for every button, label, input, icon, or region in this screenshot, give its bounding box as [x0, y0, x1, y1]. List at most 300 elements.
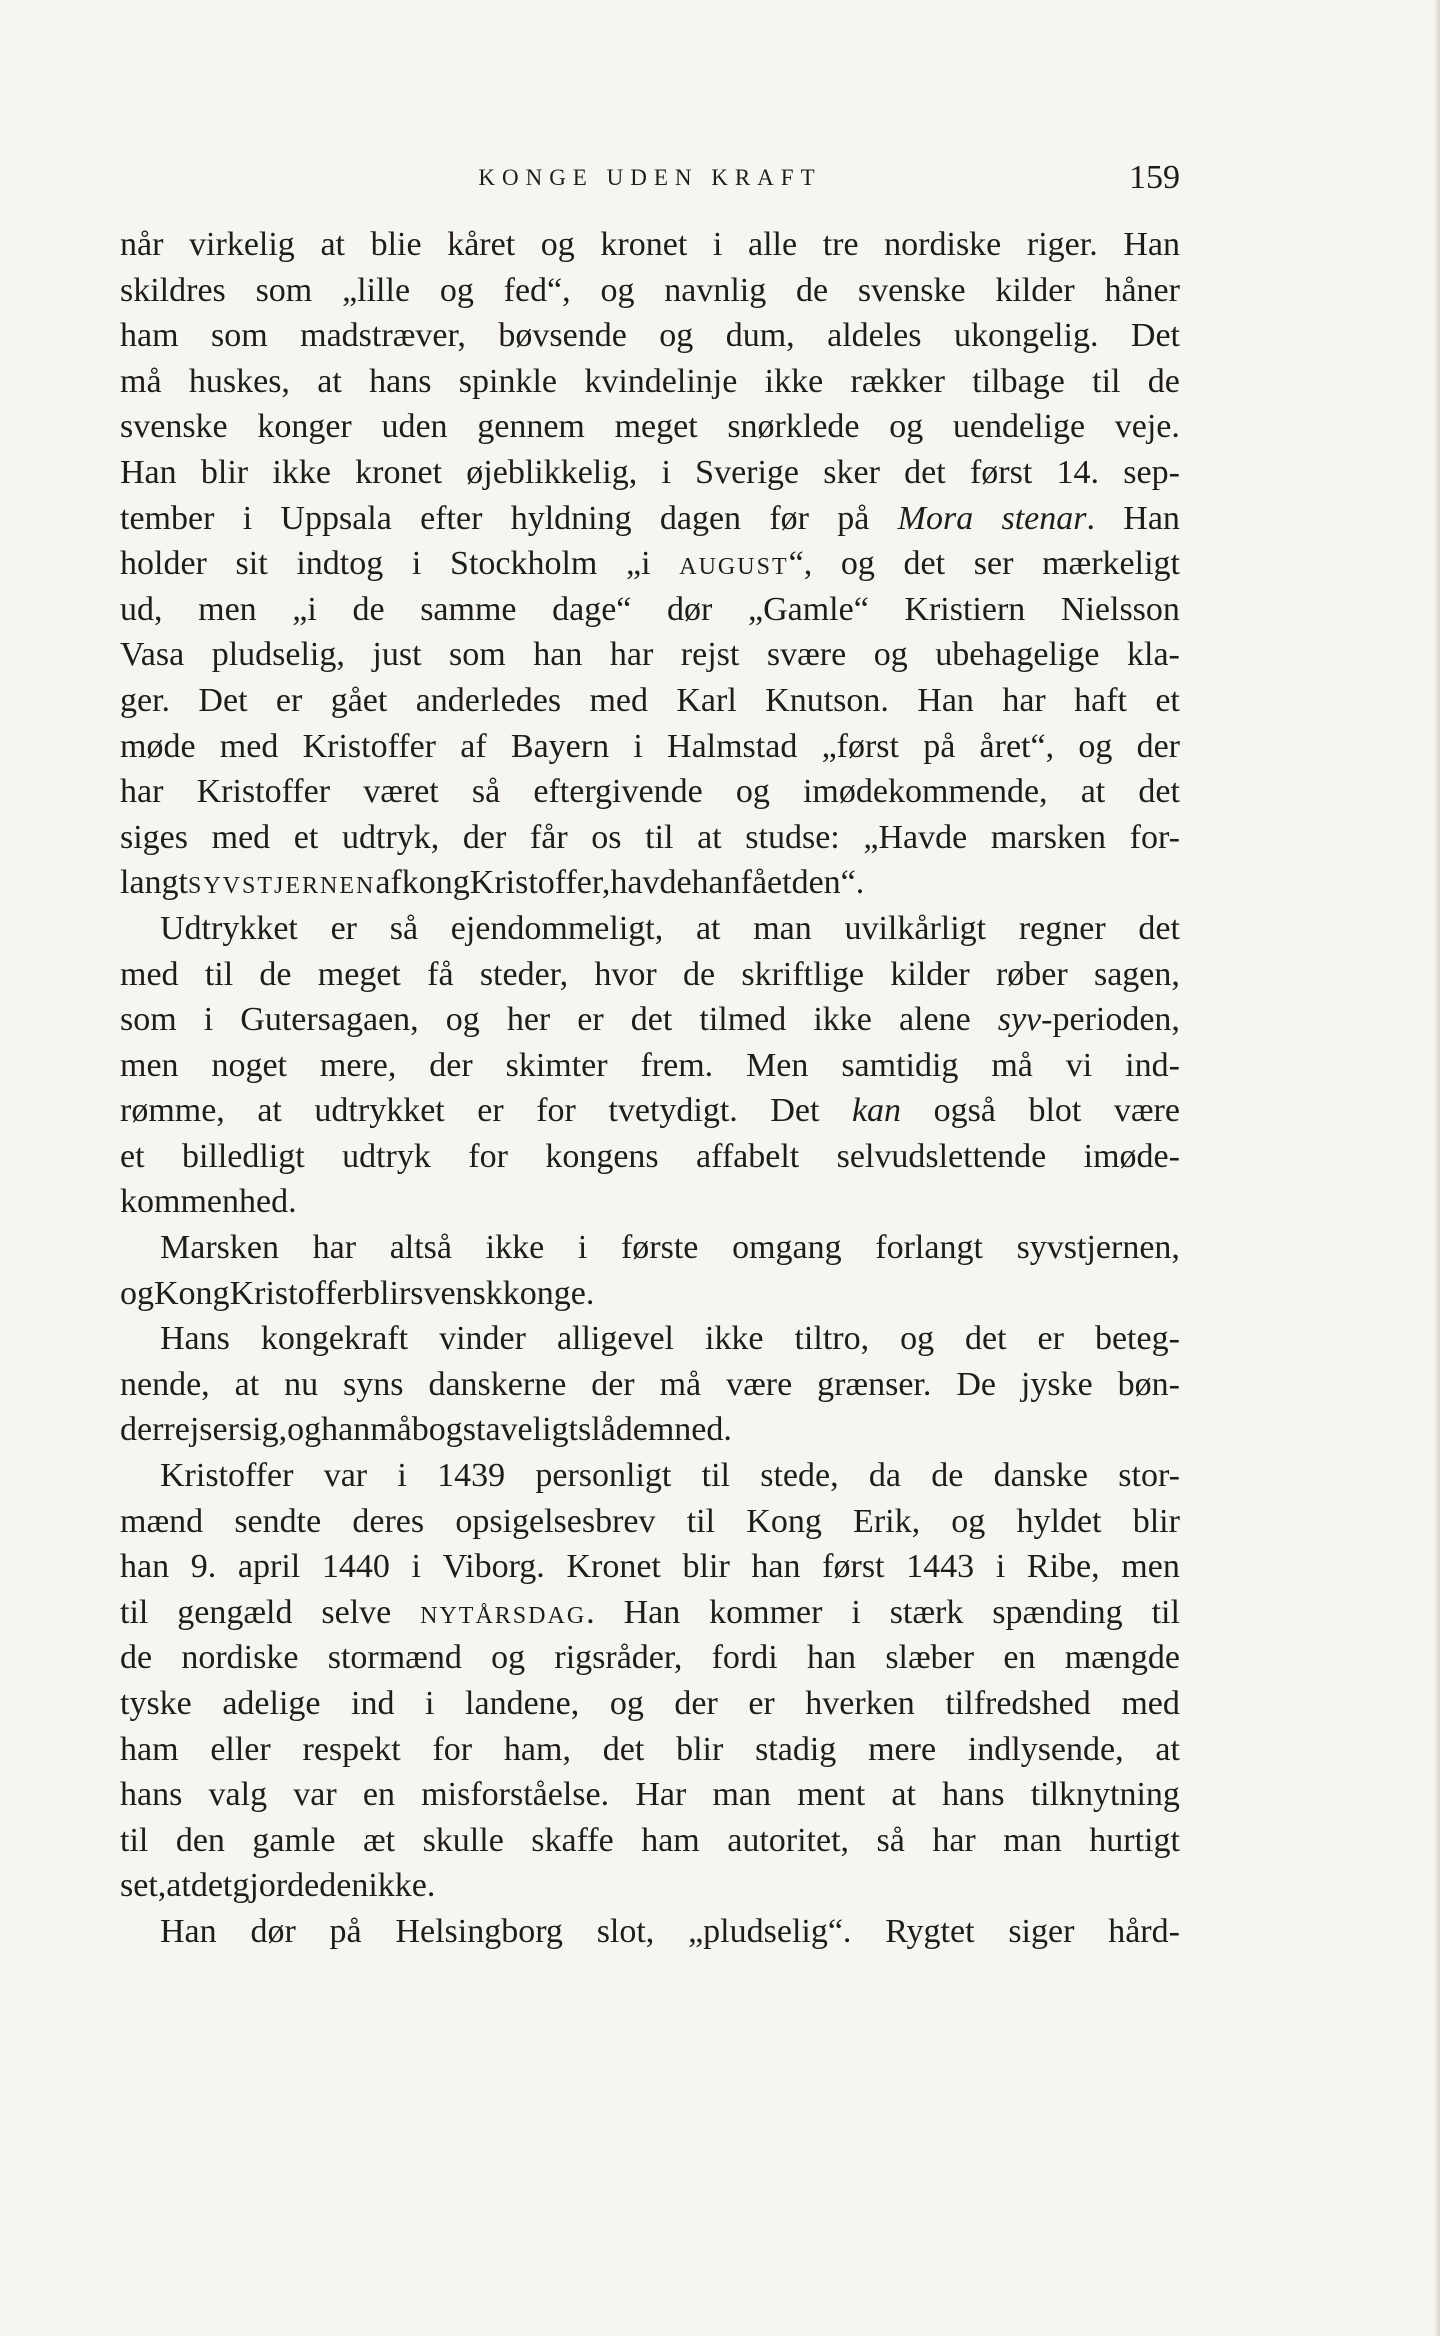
word: Vasa: [120, 636, 185, 674]
text-line: [120, 860, 1180, 906]
word: møde: [120, 727, 196, 765]
word: til: [1151, 1593, 1180, 1631]
word: virkelig: [189, 226, 295, 263]
text-line: [120, 1863, 1180, 1909]
word: de: [683, 955, 716, 993]
word: men: [198, 590, 257, 628]
word: stede,: [760, 1457, 839, 1495]
paragraph: [120, 1909, 1180, 1955]
word: til: [701, 1457, 730, 1495]
word: og: [840, 545, 875, 583]
word: Han: [160, 1912, 217, 1950]
word: de: [120, 1639, 153, 1677]
word: var: [323, 1457, 368, 1495]
word: får: [529, 818, 568, 856]
word: gengæld: [177, 1593, 293, 1631]
word: Hans: [160, 1320, 230, 1358]
word: sep-: [1123, 453, 1180, 491]
word: røber: [995, 955, 1068, 993]
word: der: [674, 1685, 718, 1722]
word: for: [468, 1137, 508, 1175]
word: men: [120, 1046, 179, 1084]
word: hverken: [805, 1685, 915, 1722]
word: i: [661, 453, 671, 491]
word: AUGUST“,: [679, 545, 813, 583]
text-line: [120, 724, 1180, 770]
word: mærkeligt: [1042, 545, 1180, 583]
word: for: [432, 1730, 473, 1768]
word: ikke: [272, 453, 331, 491]
word: er: [748, 1685, 775, 1722]
word: „i: [626, 545, 651, 583]
word: han: [321, 1411, 371, 1449]
word: har: [609, 636, 654, 674]
word: det: [190, 1867, 233, 1905]
word: været: [363, 773, 439, 811]
text-line: [120, 1635, 1180, 1681]
word: svenske: [120, 408, 228, 446]
word: man: [753, 909, 812, 947]
word: skriftlige: [741, 955, 865, 993]
word: stormænd: [327, 1639, 462, 1677]
word: slæber: [885, 1639, 975, 1677]
text-line: [120, 906, 1180, 952]
word: bøn-: [1117, 1365, 1180, 1403]
word: ind-: [1125, 1046, 1180, 1084]
word: er: [1037, 1320, 1064, 1358]
word: slå: [577, 1411, 616, 1449]
word: de: [931, 1457, 964, 1495]
word: Han: [1123, 226, 1180, 263]
word: håner: [1104, 271, 1180, 309]
word: og: [609, 1685, 644, 1722]
word: det: [1138, 909, 1180, 947]
word: i: [995, 1548, 1006, 1586]
word: Han: [917, 681, 974, 719]
word: ned.: [674, 1411, 732, 1449]
word: madstræver,: [300, 317, 466, 355]
word: med: [219, 727, 279, 765]
word: spænding: [992, 1593, 1123, 1631]
word: blir: [200, 453, 249, 491]
word: kommer: [709, 1593, 823, 1631]
word: frem.: [640, 1046, 714, 1084]
word: meget: [317, 955, 401, 993]
word: har: [1002, 681, 1046, 719]
word: mænd: [120, 1502, 204, 1540]
word: skimter: [505, 1046, 608, 1084]
italic-text: Mora: [897, 499, 974, 537]
text-line: [120, 1407, 1180, 1453]
word: for: [536, 1092, 576, 1130]
word: adelige: [222, 1685, 321, 1722]
word: har: [120, 773, 164, 811]
text-line: [120, 1043, 1180, 1089]
word: danskerne: [428, 1365, 567, 1403]
word: Viborg.: [442, 1548, 545, 1586]
word: respekt: [302, 1730, 401, 1768]
word: stærk: [889, 1593, 964, 1631]
text-line: [120, 952, 1180, 998]
word: så: [876, 1821, 905, 1859]
word: det: [904, 453, 946, 491]
word: hans: [120, 1776, 183, 1814]
word: kongekraft: [260, 1320, 409, 1358]
word: blir: [363, 1274, 411, 1312]
word: ment: [797, 1776, 866, 1814]
word: for-: [1129, 818, 1180, 856]
word: at: [695, 909, 721, 947]
word: ikke: [485, 1229, 545, 1267]
word: til: [686, 1502, 716, 1540]
word: at: [257, 1092, 282, 1130]
word: bøvsende: [498, 317, 627, 355]
word: forlangt: [875, 1229, 983, 1267]
word: og: [900, 1320, 935, 1358]
word: stadig: [755, 1730, 837, 1768]
text-line: [120, 1453, 1180, 1499]
word: af: [375, 864, 402, 902]
word: være: [726, 1365, 793, 1403]
word: få: [427, 955, 454, 993]
running-title: KONGE UDEN KRAFT: [478, 165, 822, 190]
word: og: [491, 1639, 526, 1677]
text-line: [120, 1134, 1180, 1180]
word: 1439: [437, 1457, 506, 1495]
text-line: [120, 1772, 1180, 1818]
word: af: [460, 727, 487, 765]
word: Uppsala: [280, 499, 392, 537]
word: deres: [352, 1502, 425, 1540]
word: os: [591, 818, 622, 856]
word: valg: [208, 1776, 268, 1814]
word: „lille: [342, 271, 411, 309]
word: hyldning: [510, 499, 632, 537]
word: som: [449, 636, 506, 674]
word: der: [462, 818, 507, 856]
word: først: [822, 1548, 885, 1586]
word: i: [242, 499, 253, 537]
word: fed“,: [503, 271, 571, 309]
word: på: [329, 1912, 362, 1950]
word: han: [533, 636, 583, 674]
word: til: [120, 1821, 149, 1859]
word: tre: [822, 226, 859, 263]
word: med: [1121, 1685, 1180, 1722]
word: uendelige: [952, 408, 1086, 446]
word: siges: [120, 818, 188, 856]
word: rigsråder,: [554, 1639, 683, 1677]
word: hans: [369, 362, 432, 400]
word: kåret: [447, 226, 516, 263]
word: konger: [257, 408, 352, 446]
word: og: [1078, 727, 1113, 765]
word: et: [1155, 681, 1180, 719]
text-line: [120, 1271, 1180, 1317]
word: med: [589, 681, 648, 719]
text-line: [120, 1681, 1180, 1727]
word: at: [317, 362, 342, 400]
word: det: [602, 1730, 645, 1768]
word: den“.: [791, 864, 865, 902]
word: i: [411, 1548, 421, 1586]
word: steder,: [479, 955, 569, 993]
word: syns: [343, 1365, 404, 1403]
text-line: [120, 359, 1180, 405]
running-head: [120, 158, 1180, 198]
word: dør: [250, 1912, 296, 1950]
word: at: [234, 1365, 260, 1403]
word: eller: [210, 1730, 271, 1768]
word: alene: [898, 1001, 971, 1039]
word: selvudslettende: [836, 1137, 1047, 1175]
word: Gutersagaen,: [240, 1001, 419, 1039]
word: Rygtet: [885, 1912, 975, 1950]
word: han: [691, 864, 741, 902]
word: ser: [973, 545, 1014, 583]
word: som: [255, 271, 313, 309]
word: med: [211, 818, 271, 856]
word: personligt: [535, 1457, 672, 1495]
word: Kristiern: [904, 590, 1026, 628]
word: regner: [1018, 909, 1106, 947]
word: ikke: [704, 1320, 764, 1358]
word: Han: [1123, 499, 1180, 537]
word: ham: [120, 317, 179, 355]
text-line: [120, 404, 1180, 450]
word: i: [397, 1457, 407, 1495]
word: „pludselig“.: [688, 1912, 852, 1950]
word: landene,: [465, 1685, 580, 1722]
word: første: [620, 1229, 699, 1267]
word: Han: [120, 453, 177, 491]
word: og: [873, 636, 908, 674]
word: beteg-: [1094, 1320, 1180, 1358]
word: dage“: [552, 590, 632, 628]
text-line: [120, 450, 1180, 496]
word: grænser.: [817, 1365, 932, 1403]
word: fået: [740, 864, 792, 902]
word: at: [166, 1867, 191, 1905]
word: Stockholm: [450, 545, 598, 583]
text-line: [120, 1818, 1180, 1864]
paragraph: [120, 222, 1180, 906]
word: øjeblikkelig,: [466, 453, 638, 491]
word: udtryk,: [341, 818, 440, 856]
word: skildres: [120, 271, 226, 309]
word: Kristoffer: [196, 773, 331, 811]
word: Det: [198, 681, 248, 719]
word: til: [645, 818, 674, 856]
word: Kristoffer: [160, 1457, 294, 1495]
word: danske: [993, 1457, 1089, 1495]
word: og: [659, 317, 694, 355]
word: kronet: [355, 453, 443, 491]
word: der: [429, 1046, 473, 1084]
word: tvetydigt.: [608, 1092, 738, 1130]
word: svensk: [410, 1274, 503, 1312]
word: snørklede: [727, 408, 860, 446]
word: blir: [676, 1730, 724, 1768]
word: stenar.: [1001, 499, 1095, 537]
word: riger.: [1026, 226, 1098, 263]
word: efter: [420, 499, 483, 537]
word: dum,: [725, 317, 795, 355]
word: til: [204, 955, 234, 993]
word: syvstjernen,: [1016, 1229, 1180, 1267]
word: de: [796, 271, 829, 309]
word: at: [320, 226, 345, 263]
word: ukongelig.: [953, 317, 1099, 355]
word: udtryk: [342, 1137, 431, 1175]
word: dagen: [659, 499, 742, 537]
word: omgang: [732, 1229, 842, 1267]
word: og: [951, 1502, 986, 1540]
word: hans: [942, 1776, 1005, 1814]
text-line: [120, 1179, 1180, 1225]
word: aldeles: [827, 317, 922, 355]
word: ubehagelige: [935, 636, 1100, 674]
word: huskes,: [188, 362, 290, 400]
word: Helsingborg: [395, 1912, 563, 1950]
word: og: [600, 271, 635, 309]
page-edge-shadow: [1434, 0, 1440, 2336]
word: eftergivende: [533, 773, 703, 811]
text-line: [120, 632, 1180, 678]
word: imøde-: [1083, 1137, 1180, 1175]
word: de: [259, 955, 292, 993]
word: Ribe,: [1026, 1548, 1100, 1586]
word: da: [868, 1457, 901, 1495]
word: han: [120, 1548, 170, 1586]
word: anderledes: [415, 681, 562, 719]
word: den: [319, 1867, 369, 1905]
word: [188, 860, 375, 906]
word: holder: [120, 545, 207, 583]
word: at: [1155, 1730, 1180, 1768]
word: Sverige: [695, 453, 800, 491]
word: og: [287, 1411, 322, 1449]
word: 1440: [321, 1548, 390, 1586]
italic-text: kan: [851, 1092, 902, 1130]
word: affabelt: [696, 1137, 800, 1175]
word: opsigelsesbrev: [455, 1502, 656, 1540]
word: i: [851, 1593, 861, 1631]
word: svære: [766, 636, 847, 674]
word: når: [120, 226, 164, 263]
word: [898, 496, 974, 542]
word: først: [969, 453, 1033, 491]
word: selve: [321, 1593, 392, 1631]
word: der: [591, 1365, 635, 1403]
word: jyske: [1020, 1365, 1093, 1403]
word: tilbage: [972, 362, 1065, 400]
word: der: [120, 1411, 164, 1449]
word: tilfredshed: [945, 1685, 1091, 1722]
word: april: [237, 1548, 301, 1586]
word: han: [806, 1639, 857, 1677]
word: 1443: [906, 1548, 975, 1586]
word: veje.: [1114, 408, 1180, 446]
word: på: [923, 727, 956, 765]
text-line: [120, 1544, 1180, 1590]
word: nordiske: [884, 226, 1002, 263]
word: „først: [821, 727, 899, 765]
text-line: [120, 1727, 1180, 1773]
word: og: [445, 1001, 480, 1039]
word: et: [293, 818, 319, 856]
word: rækker: [850, 362, 945, 400]
word: Kristoffer: [302, 727, 437, 765]
word: navnlig: [664, 271, 767, 309]
word: og: [120, 1274, 154, 1312]
word: nu: [284, 1365, 319, 1403]
word: i: [425, 1685, 435, 1722]
word: stor-: [1118, 1457, 1180, 1495]
word: hurtigt: [1089, 1821, 1180, 1859]
word: marsken: [990, 818, 1107, 856]
word: det: [1138, 773, 1180, 811]
word: Kristoffer,: [469, 864, 611, 902]
word: blir: [682, 1548, 730, 1586]
word: altså: [389, 1229, 453, 1267]
word: ham: [641, 1821, 700, 1859]
word: Marsken: [160, 1229, 279, 1267]
word: som: [211, 317, 268, 355]
body-text: [120, 222, 1180, 1955]
word: konge.: [502, 1274, 595, 1312]
word: set,: [120, 1867, 167, 1905]
word: „i: [292, 590, 317, 628]
word: sker: [823, 453, 880, 491]
word: De: [956, 1365, 996, 1403]
text-line: [120, 268, 1180, 314]
text-line: [120, 587, 1180, 633]
word: Kronet: [566, 1548, 661, 1586]
word: på: [837, 499, 870, 537]
word: i: [203, 1001, 214, 1039]
word: blir: [1132, 1502, 1180, 1540]
word: også: [933, 1092, 996, 1130]
text-line: [120, 541, 1180, 587]
word: ikke: [813, 1001, 872, 1039]
word: hvor: [594, 955, 657, 993]
word: just: [372, 636, 422, 674]
word: med: [120, 955, 179, 993]
word: hyldet: [1016, 1502, 1102, 1540]
word: i: [577, 1229, 588, 1267]
word: haft: [1074, 681, 1127, 719]
word: kilder: [890, 955, 970, 993]
word: Bayern: [510, 727, 610, 765]
word: Halmstad: [667, 727, 798, 765]
word: tyske: [120, 1685, 192, 1722]
word: kronet: [600, 226, 688, 263]
word: den: [175, 1821, 225, 1859]
paragraph: [120, 1316, 1180, 1453]
word: det: [630, 1001, 673, 1039]
word: ham,: [503, 1730, 571, 1768]
text-line: [120, 769, 1180, 815]
page-number: 159: [1129, 159, 1180, 196]
paragraph: [120, 1225, 1180, 1316]
word: kong: [401, 864, 470, 902]
word: en: [362, 1776, 395, 1814]
word: bogstaveligt: [411, 1411, 578, 1449]
word: må: [991, 1046, 1033, 1084]
word: billedligt: [181, 1137, 305, 1175]
text-line: [120, 222, 1180, 268]
